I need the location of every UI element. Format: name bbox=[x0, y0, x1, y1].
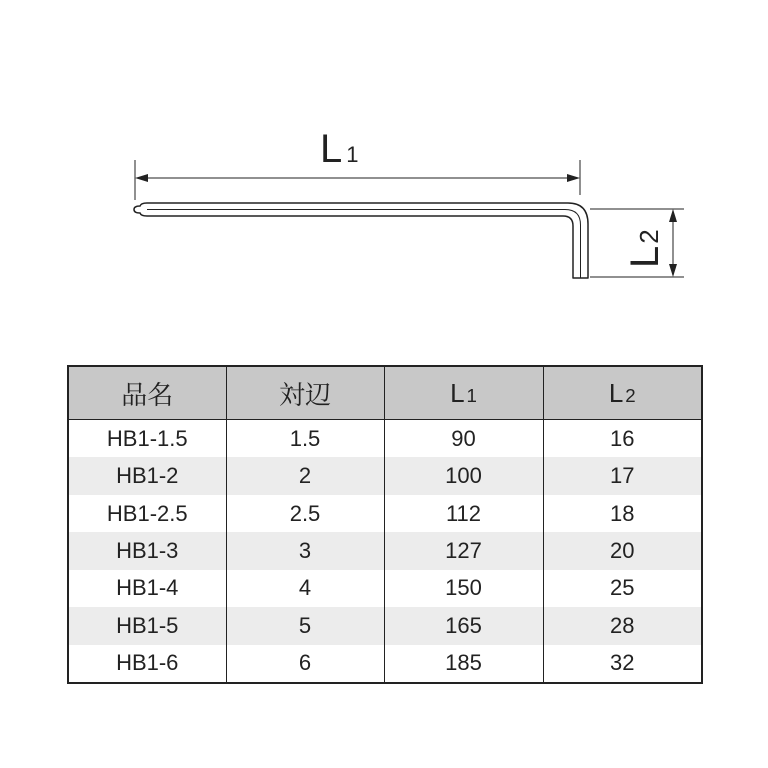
l1-label: L 1 bbox=[320, 127, 359, 171]
l2-arrow-top bbox=[669, 209, 677, 222]
table-row bbox=[68, 645, 702, 683]
cell-across-flats: 2 bbox=[226, 457, 384, 494]
cell-l2: 20 bbox=[543, 532, 702, 569]
table-row bbox=[68, 570, 702, 607]
cell-product-name: HB1-2 bbox=[68, 457, 226, 494]
l2-label: L2 bbox=[623, 229, 667, 268]
hex-key-outline bbox=[147, 203, 588, 278]
table-row bbox=[68, 495, 702, 532]
cell-product-name: HB1-2.5 bbox=[68, 495, 226, 532]
cell-l1: 150 bbox=[384, 570, 543, 607]
cell-product-name: HB1-5 bbox=[68, 607, 226, 644]
cell-l2: 16 bbox=[543, 420, 702, 458]
cell-across-flats: 4 bbox=[226, 570, 384, 607]
cell-l2: 25 bbox=[543, 570, 702, 607]
cell-across-flats: 2.5 bbox=[226, 495, 384, 532]
cell-product-name: HB1-6 bbox=[68, 645, 226, 683]
header-l2: L 2 bbox=[543, 366, 702, 420]
cell-product-name: HB1-4 bbox=[68, 570, 226, 607]
cell-l2: 17 bbox=[543, 457, 702, 494]
cell-product-name: HB1-3 bbox=[68, 532, 226, 569]
l1-dimension bbox=[135, 127, 580, 200]
cell-l1: 90 bbox=[384, 420, 543, 458]
l2-dimension bbox=[590, 209, 684, 277]
cell-l2: 28 bbox=[543, 607, 702, 644]
cell-product-name: HB1-1.5 bbox=[68, 420, 226, 458]
l1-arrow-left bbox=[135, 174, 148, 182]
cell-l1: 100 bbox=[384, 457, 543, 494]
table-row bbox=[68, 532, 702, 569]
hex-key-drawing bbox=[0, 0, 768, 340]
table-row bbox=[68, 420, 702, 458]
hex-key-body bbox=[134, 203, 588, 278]
cell-l1: 112 bbox=[384, 495, 543, 532]
ball-end bbox=[134, 203, 147, 216]
cell-across-flats: 5 bbox=[226, 607, 384, 644]
cell-across-flats: 1.5 bbox=[226, 420, 384, 458]
table-header-row bbox=[68, 366, 702, 420]
cell-l2: 32 bbox=[543, 645, 702, 683]
table-row bbox=[68, 457, 702, 494]
cell-l1: 165 bbox=[384, 607, 543, 644]
l1-arrow-right bbox=[567, 174, 580, 182]
cell-l1: 127 bbox=[384, 532, 543, 569]
header-across-flats: 対辺 bbox=[226, 366, 384, 420]
spec-table bbox=[67, 365, 703, 684]
cell-across-flats: 3 bbox=[226, 532, 384, 569]
cell-across-flats: 6 bbox=[226, 645, 384, 683]
table-row bbox=[68, 607, 702, 644]
header-product-name: 品名 bbox=[68, 366, 226, 420]
cell-l2: 18 bbox=[543, 495, 702, 532]
header-l1: L 1 bbox=[384, 366, 543, 420]
cell-l1: 185 bbox=[384, 645, 543, 683]
l2-arrow-bottom bbox=[669, 264, 677, 277]
